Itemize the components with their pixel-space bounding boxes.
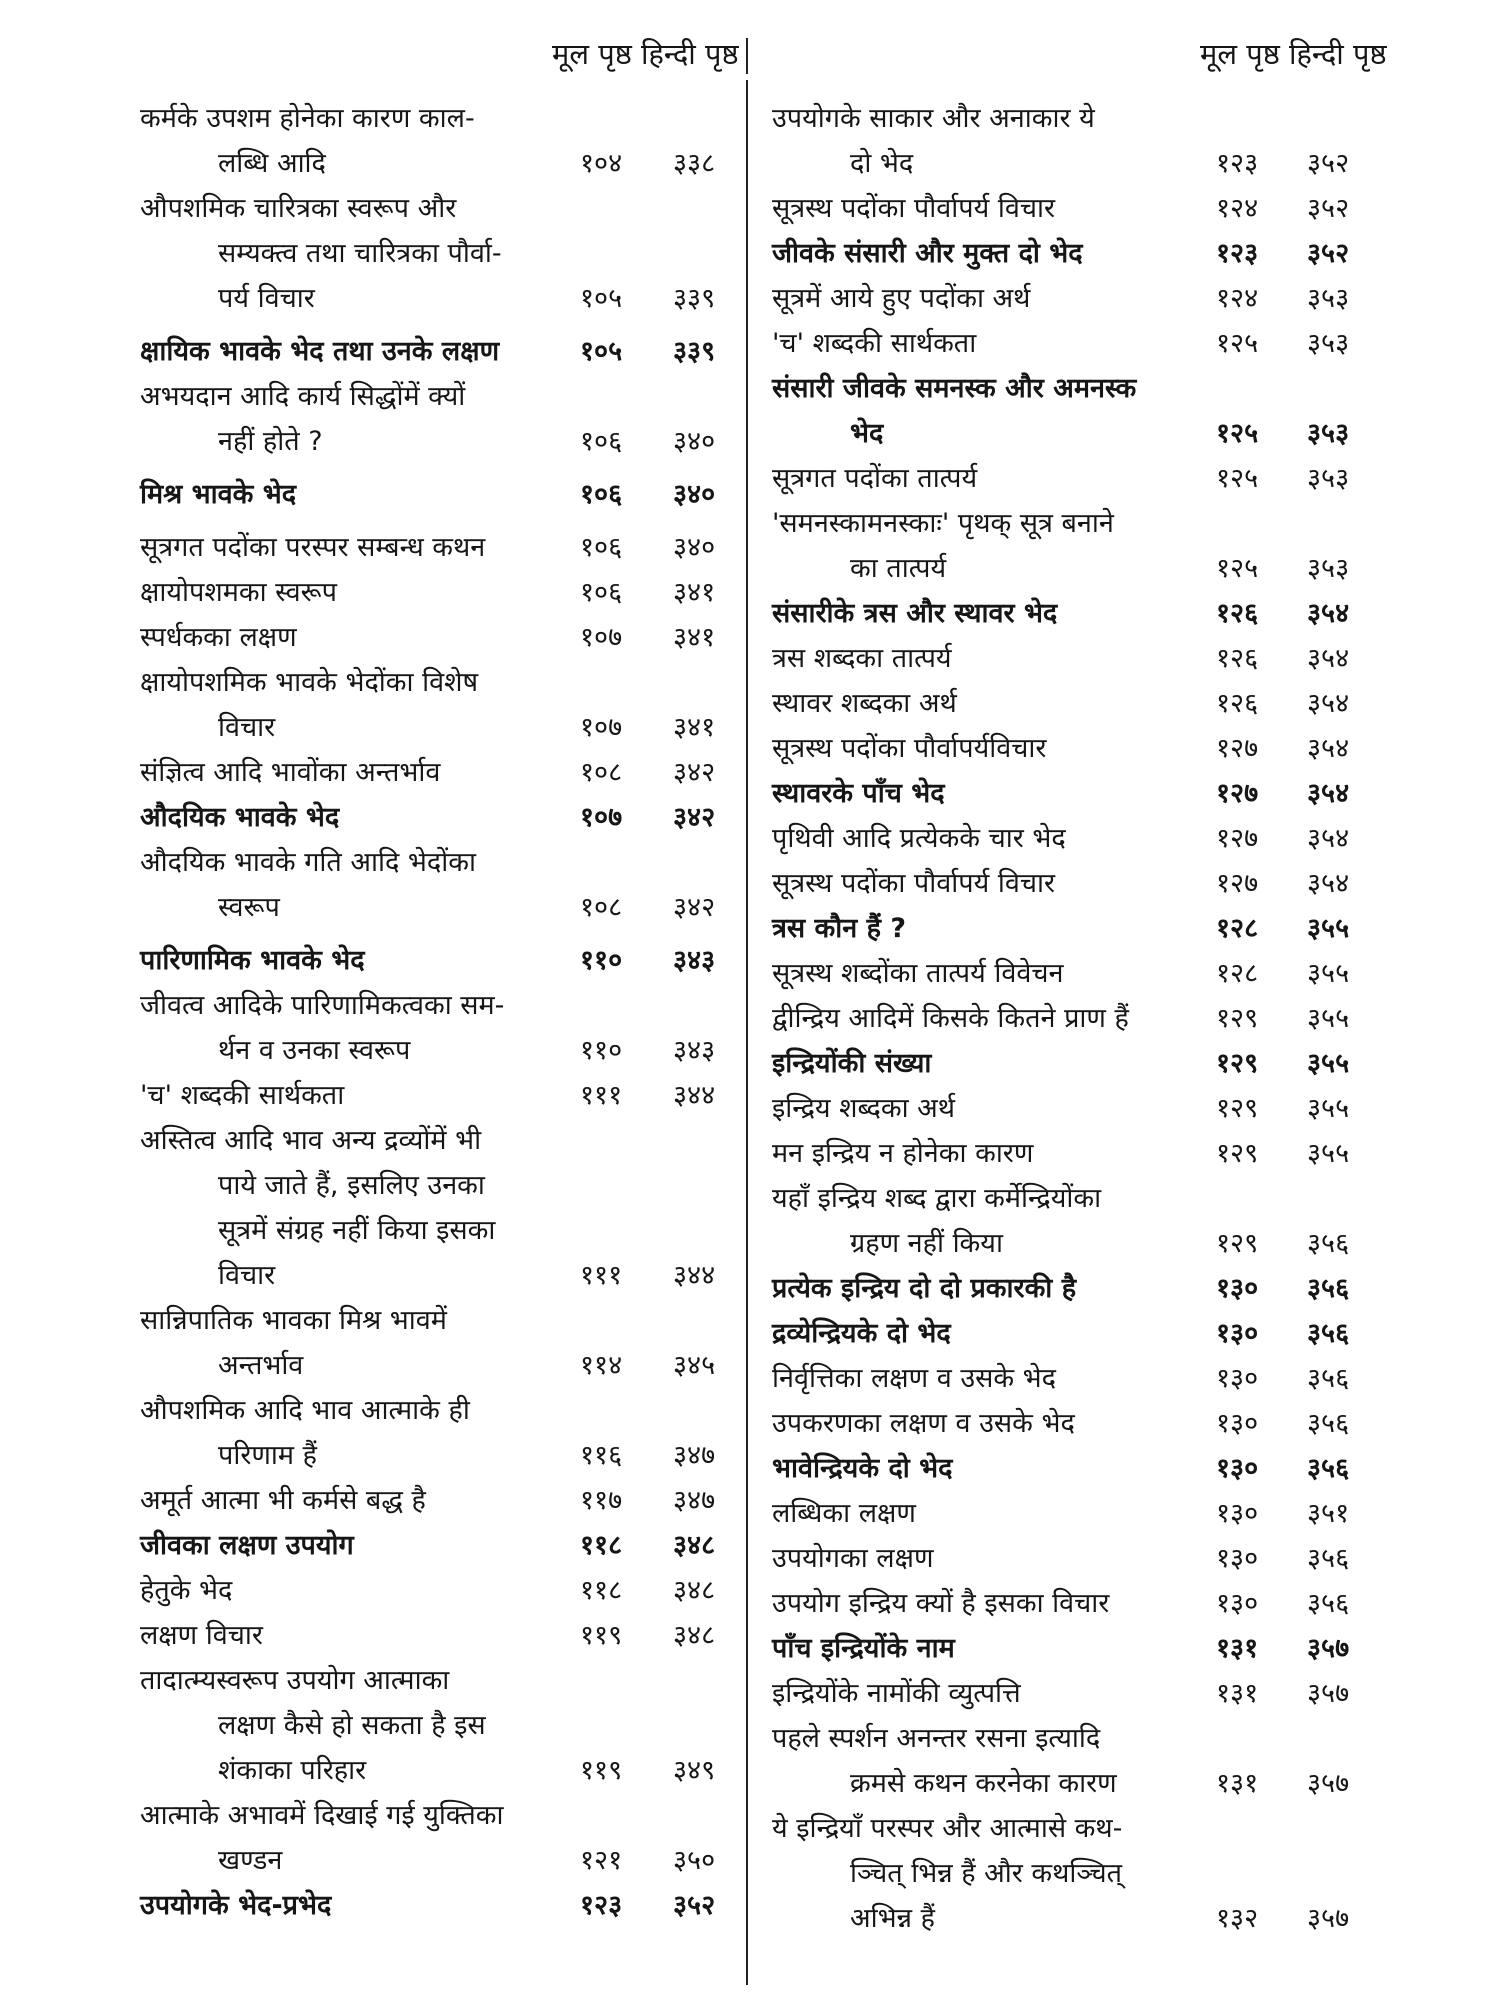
index-entry (772, 231, 1382, 276)
hindi-page-number: ३५० (673, 1845, 716, 1876)
entry-text-line: द्वीन्द्रिय आदिमें किसके कितने प्राण हैं (772, 1003, 1129, 1034)
entry-text-line: औदयिक भावके भेद (140, 802, 340, 833)
index-entry (140, 840, 740, 930)
original-page-number: १३० (1216, 1543, 1259, 1574)
entry-text-line: शंकाका परिहार (218, 1755, 367, 1786)
hindi-page-number: ३४४ (673, 1080, 716, 1111)
original-page-number: १३० (1216, 1498, 1259, 1529)
index-entry (772, 456, 1382, 501)
entry-text-line: आत्माके अभावमें दिखाई गई युक्तिका (140, 1800, 504, 1831)
hindi-page-number: ३४४ (673, 1260, 716, 1291)
entry-text-line: अभिन्न हैं (850, 1903, 935, 1934)
entry-text-line: औदयिक भावके गति आदि भेदोंका (140, 847, 476, 878)
entry-text-line: 'च' शब्दकी सार्थकता (772, 328, 977, 359)
index-entry (772, 276, 1382, 321)
entry-text-line: उपयोगका लक्षण (772, 1543, 934, 1574)
original-page-number: १३१ (1216, 1768, 1259, 1799)
index-entry (140, 660, 740, 750)
entry-text-line: लब्धिका लक्षण (772, 1498, 916, 1529)
original-page-number: १३० (1216, 1363, 1259, 1394)
hindi-page-number: ३४३ (673, 1035, 716, 1066)
index-entry (140, 1478, 740, 1523)
original-page-number: १३० (1216, 1318, 1259, 1349)
original-page-number: ११८ (580, 1530, 623, 1561)
hindi-page-number: ३५६ (1307, 1453, 1350, 1484)
entry-text-line: सूत्रस्थ पदोंका पौर्वापर्यविचार (772, 733, 1047, 764)
index-entry (140, 374, 740, 464)
entry-text-line: ञ्चित् भिन्न हैं और कथञ्चित् (850, 1858, 1123, 1889)
original-page-number: १३२ (1216, 1903, 1259, 1934)
original-page-number: ११६ (580, 1440, 623, 1471)
entry-text-line: सूत्रस्थ पदोंका पौर्वापर्य विचार (772, 193, 1056, 224)
original-page-number: १०४ (580, 148, 623, 179)
entry-text-line: पारिणामिक भावके भेद (140, 945, 365, 976)
hindi-page-number: ३४३ (673, 945, 716, 976)
entry-text-line: क्रमसे कथन करनेका कारण (850, 1768, 1117, 1799)
column-divider (746, 80, 748, 1985)
entry-text-line: लब्धि आदि (218, 148, 326, 179)
hindi-page-number: ३४८ (673, 1620, 716, 1651)
entry-text-line: स्वरूप (218, 892, 280, 923)
hindi-page-number: ३५४ (1307, 733, 1350, 764)
original-page-number: ११४ (580, 1350, 623, 1381)
hindi-page-number: ३५४ (1307, 598, 1350, 629)
original-page-number: १०८ (580, 892, 623, 923)
hindi-page-number: ३५३ (1307, 283, 1350, 314)
entry-text-line: इन्द्रिय शब्दका अर्थ (772, 1093, 956, 1124)
original-page-number: १२५ (1216, 463, 1259, 494)
hindi-page-number: ३५३ (1307, 328, 1350, 359)
original-page-number: १०५ (580, 336, 623, 367)
hindi-page-number: ३५२ (1307, 238, 1350, 269)
index-entry (772, 1491, 1382, 1536)
hindi-page-number: ३४० (673, 479, 716, 510)
original-page-number: १२६ (1216, 598, 1259, 629)
entry-text-line: सूत्रमें संग्रह नहीं किया इसका (218, 1215, 496, 1246)
index-entry (772, 591, 1382, 636)
entry-text-line: लक्षण विचार (140, 1620, 263, 1651)
index-entry (140, 472, 740, 517)
entry-text-line: ये इन्द्रियाँ परस्पर और आत्मासे कथ- (772, 1813, 1123, 1844)
index-entry (772, 1356, 1382, 1401)
hindi-page-number: ३५६ (1307, 1543, 1350, 1574)
index-entry (140, 983, 740, 1073)
original-page-number: १०७ (580, 712, 623, 743)
entry-text-line: संसारीके त्रस और स्थावर भेद (772, 598, 1058, 629)
entry-text-line: द्रव्येन्द्रियके दो भेद (772, 1318, 951, 1349)
hindi-page-number: ३४२ (673, 892, 716, 923)
original-page-number: १३१ (1216, 1678, 1259, 1709)
index-entry (772, 1806, 1382, 1941)
entry-text-line: जीवके संसारी और मुक्त दो भेद (772, 238, 1083, 269)
original-page-number: १२९ (1216, 1093, 1259, 1124)
index-entry (772, 321, 1382, 366)
index-entry (772, 186, 1382, 231)
entry-text-line: अमूर्त आत्मा भी कर्मसे बद्ध है (140, 1485, 426, 1516)
index-entry (772, 1716, 1382, 1806)
entry-text-line: कर्मके उपशम होनेका कारण काल- (140, 103, 475, 134)
hindi-page-number: ३४५ (673, 1350, 716, 1381)
entry-text-line: 'च' शब्दकी सार्थकता (140, 1080, 345, 1111)
original-page-number: १०७ (580, 622, 623, 653)
original-page-number: ११९ (580, 1620, 623, 1651)
index-entry (140, 570, 740, 615)
index-entry (772, 681, 1382, 726)
entry-text-line: सूत्रगत पदोंका तात्पर्य (772, 463, 978, 494)
entry-text-line: अस्तित्व आदि भाव अन्य द्रव्योंमें भी (140, 1125, 482, 1156)
original-page-number: १२४ (1216, 193, 1259, 224)
original-page-number: १०६ (580, 479, 623, 510)
hindi-page-number: ३५५ (1307, 1093, 1350, 1124)
entry-text-line: सूत्रमें आये हुए पदोंका अर्थ (772, 283, 1031, 314)
hindi-page-number: ३५४ (1307, 868, 1350, 899)
hindi-page-number: ३५२ (1307, 148, 1350, 179)
hindi-page-number: ३५७ (1307, 1768, 1350, 1799)
original-page-number: १२३ (1216, 148, 1259, 179)
entry-text-line: यहाँ इन्द्रिय शब्द द्वारा कर्मेन्द्रियोंका (772, 1183, 1102, 1214)
original-page-number: १०६ (580, 532, 623, 563)
hindi-page-number: ३५६ (1307, 1318, 1350, 1349)
entry-text-line: विचार (218, 712, 276, 743)
original-page-number: १३१ (1216, 1633, 1259, 1664)
entry-text-line: 'समनस्कामनस्काः' पृथक् सूत्र बनाने (772, 508, 1114, 539)
hindi-page-number: ३४७ (673, 1440, 716, 1471)
original-page-number: ११८ (580, 1575, 623, 1606)
entry-text-line: औपशमिक चारित्रका स्वरूप और (140, 193, 457, 224)
entry-text-line: औपशमिक आदि भाव आत्माके ही (140, 1395, 470, 1426)
entry-text-line: नहीं होते ? (218, 426, 323, 457)
hindi-page-number: ३५७ (1307, 1633, 1350, 1664)
index-entry (140, 1658, 740, 1793)
entry-text-line: इन्द्रियोंके नामोंकी व्युत्पत्ति (772, 1678, 1021, 1709)
original-page-number: १२६ (1216, 688, 1259, 719)
hindi-page-number: ३४९ (673, 1755, 716, 1786)
entry-text-line: भेद (850, 418, 884, 449)
hindi-page-number: ३४० (673, 426, 716, 457)
index-entry (140, 795, 740, 840)
original-page-number: १११ (580, 1080, 623, 1111)
hindi-page-number: ३५७ (1307, 1678, 1350, 1709)
entry-text-line: उपयोगके भेद-प्रभेद (140, 1890, 332, 1921)
entry-text-line: मिश्र भावके भेद (140, 479, 297, 510)
index-entry (772, 996, 1382, 1041)
hindi-page-number: ३५४ (1307, 778, 1350, 809)
index-entry (140, 938, 740, 983)
index-entry (772, 816, 1382, 861)
entry-text-line: सूत्रगत पदोंका परस्पर सम्बन्ध कथन (140, 532, 486, 563)
original-page-number: १२९ (1216, 1048, 1259, 1079)
original-page-number: १२५ (1216, 328, 1259, 359)
entry-text-line: निर्वृत्तिका लक्षण व उसके भेद (772, 1363, 1056, 1394)
entry-text-line: विचार (218, 1260, 276, 1291)
entry-text-line: उपयोग इन्द्रिय क्यों है इसका विचार (772, 1588, 1110, 1619)
hindi-page-number: ३४७ (673, 1485, 716, 1516)
index-entry (140, 96, 740, 186)
index-entry (140, 1118, 740, 1298)
entry-text-line: ग्रहण नहीं किया (850, 1228, 1003, 1259)
index-entry (772, 96, 1382, 186)
entry-text-line: पाये जाते हैं, इसलिए उनका (218, 1170, 485, 1201)
index-entry (772, 1626, 1382, 1671)
hindi-page-number: ३४१ (673, 577, 716, 608)
entry-text-line: सान्निपातिक भावका मिश्र भावमें (140, 1305, 447, 1336)
entry-text-line: संसारी जीवके समनस्क और अमनस्क (772, 373, 1137, 404)
entry-text-line: क्षायोपशमका स्वरूप (140, 577, 337, 608)
entry-text-line: अभयदान आदि कार्य सिद्धोंमें क्यों (140, 381, 466, 412)
original-page-number: १२३ (580, 1890, 623, 1921)
index-entry (772, 1266, 1382, 1311)
index-entry (772, 1176, 1382, 1266)
hindi-page-number: ३४० (673, 532, 716, 563)
hindi-page-number: ३५२ (1307, 193, 1350, 224)
original-page-number: १२८ (1216, 913, 1259, 944)
hindi-page-number: ३३९ (673, 336, 716, 367)
hindi-page-number: ३४१ (673, 622, 716, 653)
header-right: मूल पृष्ठ हिन्दी पृष्ठ (1200, 37, 1387, 71)
right-column (772, 96, 1382, 1941)
original-page-number: १०८ (580, 757, 623, 788)
index-entry (772, 501, 1382, 591)
original-page-number: १२७ (1216, 733, 1259, 764)
hindi-page-number: ३५६ (1307, 1588, 1350, 1619)
original-page-number: १३० (1216, 1453, 1259, 1484)
index-entry (772, 1581, 1382, 1626)
index-entry (140, 1298, 740, 1388)
entry-text-line: लक्षण कैसे हो सकता है इस (218, 1710, 486, 1741)
original-page-number: १२९ (1216, 1228, 1259, 1259)
hindi-page-number: ३५५ (1307, 913, 1350, 944)
original-page-number: १२९ (1216, 1003, 1259, 1034)
entry-text-line: का तात्पर्य (850, 553, 947, 584)
index-entry (140, 1613, 740, 1658)
entry-text-line: प्रत्येक इन्द्रिय दो दो प्रकारकी है (772, 1273, 1077, 1304)
original-page-number: १२५ (1216, 418, 1259, 449)
entry-text-line: उपकरणका लक्षण व उसके भेद (772, 1408, 1075, 1439)
header-left: मूल पृष्ठ हिन्दी पृष्ठ (552, 37, 739, 71)
hindi-page-number: ३५७ (1307, 1903, 1350, 1934)
original-page-number: १२५ (1216, 553, 1259, 584)
original-page-number: ११० (580, 1035, 623, 1066)
index-entry (772, 951, 1382, 996)
index-entry (772, 1671, 1382, 1716)
hindi-page-number: ३५५ (1307, 1003, 1350, 1034)
entry-text-line: स्पर्धकका लक्षण (140, 622, 297, 653)
entry-text-line: सूत्रस्थ शब्दोंका तात्पर्य विवेचन (772, 958, 1064, 989)
hindi-page-number: ३४२ (673, 802, 716, 833)
hindi-page-number: ३३९ (673, 283, 716, 314)
hindi-page-number: ३४१ (673, 712, 716, 743)
hindi-page-number: ३४८ (673, 1530, 716, 1561)
entry-text-line: भावेन्द्रियके दो भेद (772, 1453, 953, 1484)
entry-text-line: स्थावरके पाँच भेद (772, 778, 945, 809)
entry-text-line: जीवत्व आदिके पारिणामिकत्वका सम- (140, 990, 505, 1021)
index-entry (140, 1073, 740, 1118)
hindi-page-number: ३५१ (1307, 1498, 1350, 1529)
hindi-page-number: ३५२ (673, 1890, 716, 1921)
original-page-number: ११० (580, 945, 623, 976)
entry-text-line: पाँच इन्द्रियोंके नाम (772, 1633, 955, 1664)
index-entry (140, 1883, 740, 1928)
index-entry (772, 1536, 1382, 1581)
original-page-number: १०७ (580, 802, 623, 833)
index-entry (772, 861, 1382, 906)
index-entry (140, 1793, 740, 1883)
entry-text-line: उपयोगके साकार और अनाकार ये (772, 103, 1095, 134)
original-page-number: १०६ (580, 426, 623, 457)
original-page-number: १२१ (580, 1845, 623, 1876)
index-entry (772, 1446, 1382, 1491)
index-entry (772, 1401, 1382, 1446)
original-page-number: १२७ (1216, 778, 1259, 809)
index-entry (772, 1131, 1382, 1176)
index-entry (140, 1523, 740, 1568)
index-entry (140, 1568, 740, 1613)
original-page-number: ११७ (580, 1485, 623, 1516)
index-entry (772, 366, 1382, 456)
index-entry (140, 186, 740, 321)
entry-text-line: खण्डन (218, 1845, 283, 1876)
entry-text-line: त्रस कौन हैं ? (772, 913, 907, 944)
original-page-number: १०५ (580, 283, 623, 314)
hindi-page-number: ३३८ (673, 148, 716, 179)
index-entry (140, 329, 740, 374)
hindi-page-number: ३५४ (1307, 688, 1350, 719)
entry-text-line: र्थन व उनका स्वरूप (218, 1035, 411, 1066)
original-page-number: १२७ (1216, 823, 1259, 854)
hindi-page-number: ३५६ (1307, 1273, 1350, 1304)
entry-text-line: इन्द्रियोंकी संख्या (772, 1048, 932, 1079)
entry-text-line: पहले स्पर्शन अनन्तर रसना इत्यादि (772, 1723, 1101, 1754)
original-page-number: १११ (580, 1260, 623, 1291)
hindi-page-number: ३५४ (1307, 643, 1350, 674)
index-entry (772, 1086, 1382, 1131)
index-entry (772, 726, 1382, 771)
entry-text-line: स्थावर शब्दका अर्थ (772, 688, 957, 719)
entry-text-line: तादात्म्यस्वरूप उपयोग आत्माका (140, 1665, 450, 1696)
entry-text-line: क्षायिक भावके भेद तथा उनके लक्षण (140, 336, 500, 367)
hindi-page-number: ३५५ (1307, 1138, 1350, 1169)
index-entry (140, 1388, 740, 1478)
entry-text-line: क्षायोपशमिक भावके भेदोंका विशेष (140, 667, 479, 698)
index-entry (140, 525, 740, 570)
hindi-page-number: ३५५ (1307, 958, 1350, 989)
entry-text-line: दो भेद (850, 148, 914, 179)
hindi-page-number: ३५३ (1307, 418, 1350, 449)
original-page-number: १२६ (1216, 643, 1259, 674)
original-page-number: १३० (1216, 1588, 1259, 1619)
hindi-page-number: ३४२ (673, 757, 716, 788)
index-entry (772, 1041, 1382, 1086)
header-rule (746, 38, 748, 74)
hindi-page-number: ३५३ (1307, 463, 1350, 494)
hindi-page-number: ३४८ (673, 1575, 716, 1606)
entry-text-line: पृथिवी आदि प्रत्येकके चार भेद (772, 823, 1066, 854)
hindi-page-number: ३५४ (1307, 823, 1350, 854)
index-entry (140, 750, 740, 795)
hindi-page-number: ३५६ (1307, 1408, 1350, 1439)
original-page-number: ११९ (580, 1755, 623, 1786)
original-page-number: १०६ (580, 577, 623, 608)
original-page-number: १२४ (1216, 283, 1259, 314)
original-page-number: १२३ (1216, 238, 1259, 269)
original-page-number: १२८ (1216, 958, 1259, 989)
hindi-page-number: ३५६ (1307, 1228, 1350, 1259)
entry-text-line: त्रस शब्दका तात्पर्य (772, 643, 952, 674)
hindi-page-number: ३५५ (1307, 1048, 1350, 1079)
hindi-page-number: ३५३ (1307, 553, 1350, 584)
entry-text-line: जीवका लक्षण उपयोग (140, 1530, 354, 1561)
entry-text-line: हेतुके भेद (140, 1575, 233, 1606)
entry-text-line: संज्ञित्व आदि भावोंका अन्तर्भाव (140, 757, 441, 788)
index-entry (772, 1311, 1382, 1356)
entry-text-line: सूत्रस्थ पदोंका पौर्वापर्य विचार (772, 868, 1056, 899)
index-entry (140, 615, 740, 660)
original-page-number: १२७ (1216, 868, 1259, 899)
hindi-page-number: ३५६ (1307, 1363, 1350, 1394)
index-entry (772, 906, 1382, 951)
index-entry (772, 636, 1382, 681)
entry-text-line: पर्य विचार (218, 283, 315, 314)
entry-text-line: सम्यक्त्व तथा चारित्रका पौर्वा- (218, 238, 502, 269)
index-entry (772, 771, 1382, 816)
original-page-number: १२९ (1216, 1138, 1259, 1169)
original-page-number: १३० (1216, 1273, 1259, 1304)
left-column (140, 96, 740, 1928)
original-page-number: १३० (1216, 1408, 1259, 1439)
entry-text-line: अन्तर्भाव (218, 1350, 304, 1381)
entry-text-line: परिणाम हैं (218, 1440, 317, 1471)
entry-text-line: मन इन्द्रिय न होनेका कारण (772, 1138, 1034, 1169)
